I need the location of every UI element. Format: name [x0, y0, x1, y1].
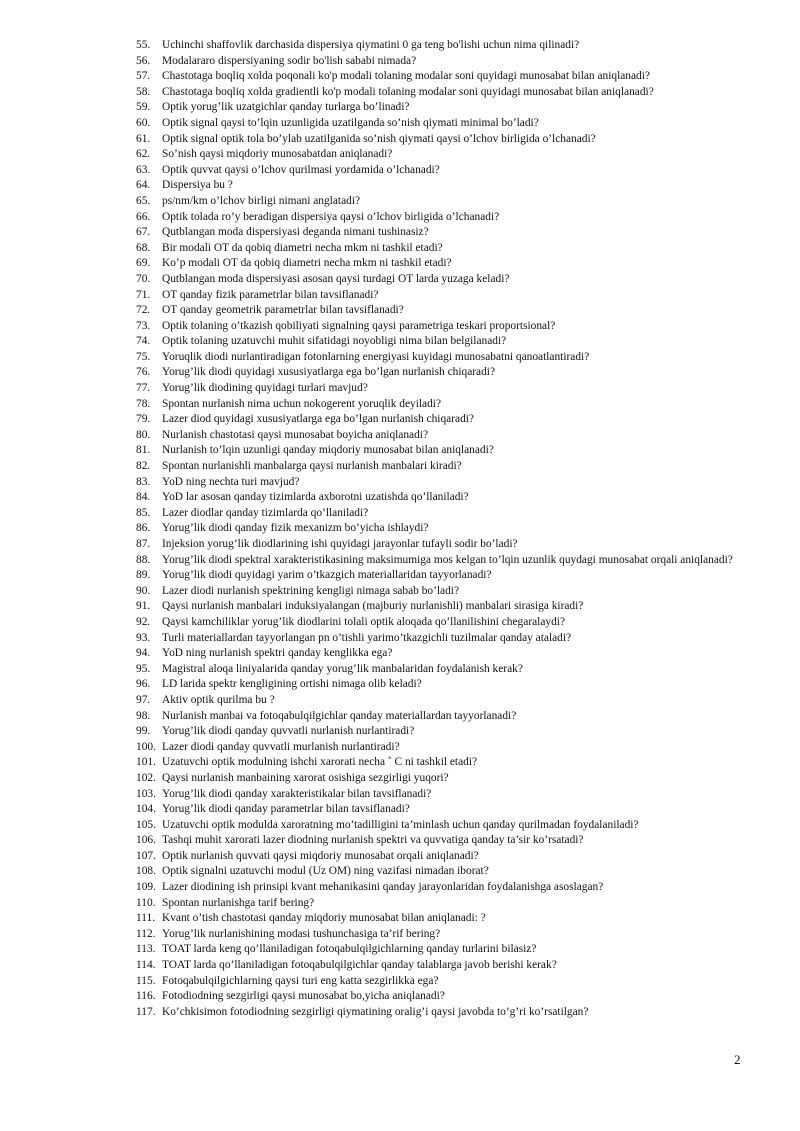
question-number: 72.: [136, 304, 151, 317]
question-text: Yorug’lik diodi qanday parametrlar bilan tavsiflanadi?: [162, 803, 410, 816]
question-number: 106.: [136, 834, 156, 847]
question-text: Nurlanish manbai va fotoqabulqilgichlar qanday materiallardan tayyorlanadi?: [162, 709, 517, 722]
question-text: Yoruqlik diodi nurlantiradigan fotonlarning energiyasi kuyidagi munosabatni qanoatlantiradi?: [162, 350, 590, 363]
question-number: 75.: [136, 350, 151, 363]
question-number: 92.: [136, 615, 151, 628]
question-text: Dispersiya bu ?: [162, 179, 233, 192]
question-number: 81.: [136, 444, 151, 457]
question-number: 101.: [136, 756, 156, 769]
question-text: TOAT larda qo’llaniladigan fotoqabulqilgichlar qanday talablarga javob berishi kerak?: [162, 959, 557, 972]
question-item: [136, 350, 740, 366]
question-text: Yorug’lik diodining quyidagi turlari mavjud?: [162, 382, 368, 395]
question-text: Uzatuvchi optik modulda xaroratning mo’tadilligini ta’minlash uchun qanday qurilmadan foydalaniladi?: [162, 818, 639, 831]
question-item: [136, 631, 740, 647]
question-item: [136, 428, 740, 444]
question-text: Kvant o’tish chastotasi qanday miqdoriy munosabat bilan aniqlanadi: ?: [162, 912, 486, 925]
question-item: [136, 802, 740, 818]
question-item: [136, 755, 740, 771]
question-item: [136, 412, 740, 428]
question-number: 76.: [136, 366, 151, 379]
question-text: Optik quvvat qaysi o’lchov qurilmasi yordamida o’lchanadi?: [162, 163, 440, 176]
question-number: 111.: [136, 912, 156, 925]
question-number: 56.: [136, 54, 151, 67]
question-text: Lazer diodi qanday quvvatli murlanish nurlantiradi?: [162, 740, 400, 753]
question-item: [136, 927, 740, 943]
question-text: Spontan nurlanishli manbalarga qaysi nurlanish manbalari kiradi?: [162, 460, 462, 473]
question-number: 91.: [136, 600, 151, 613]
question-item: [136, 163, 740, 179]
question-text: Optik tolaning uzatuvchi muhit sifatidagi noyobligi nima bilan belgilanadi?: [162, 335, 507, 348]
question-item: [136, 225, 740, 241]
question-item: [136, 319, 740, 335]
question-number: 71.: [136, 288, 151, 301]
question-item: [136, 771, 740, 787]
question-text: Tashqi muhit xarorati lazer diodning nurlanish spektri va quvvatiga qanday ta’sir ko’rsatadi?: [162, 834, 584, 847]
question-text: Fotoqabulqilgichlarning qaysi turi eng katta sezgirlikka ega?: [162, 974, 439, 987]
question-text: Yorug’lik diodi spektral xarakteristikasining maksimumiga mos kelgan to’lqin uzunlik quydagi munosabat orqali aniqlanadi?: [162, 553, 733, 566]
question-text: Optik signal qaysi to’lqin uzunligida uzatilganda so’nish qiymati minimal bo’ladi?: [162, 116, 539, 129]
question-text: Spontan nurlanishga tarif bering?: [162, 896, 315, 909]
question-item: [136, 989, 740, 1005]
question-text: YoD lar asosan qanday tizimlarda axborotni uzatishda qo’llaniladi?: [162, 491, 469, 504]
question-item: [136, 724, 740, 740]
question-number: 112.: [136, 927, 156, 940]
question-number: 107.: [136, 849, 156, 862]
question-item: [136, 303, 740, 319]
question-item: [136, 880, 740, 896]
question-text: Yorug’lik nurlanishining modasi tushunchasiga ta’rif bering?: [162, 927, 441, 940]
question-number: 70.: [136, 272, 151, 285]
question-text: Fotodiodning sezgirligi qaysi munosabat bo,yicha aniqlanadi?: [162, 990, 445, 1003]
question-text: Qutblangan moda dispersiyasi asosan qaysi turdagi OT larda yuzaga keladi?: [162, 272, 510, 285]
question-item: [136, 599, 740, 615]
question-text: OT qanday fizik parametrlar bilan tavsiflanadi?: [162, 288, 379, 301]
question-item: [136, 506, 740, 522]
question-text: Yorug’lik diodi qanday fizik mexanizm bo’yicha ishlaydi?: [162, 522, 429, 535]
question-number: 83.: [136, 475, 151, 488]
question-number: 93.: [136, 631, 151, 644]
question-item: [136, 537, 740, 553]
question-text: Yorug’lik diodi quyidagi yarim o’tkazgich materiallaridan tayyorlanadi?: [162, 569, 492, 582]
question-item: [136, 1005, 740, 1021]
question-number: 117.: [136, 1005, 156, 1018]
question-item: [136, 194, 740, 210]
question-text: Chastotaga boqliq xolda poqonali ko'p modali tolaning modalar soni quyidagi munosabat bilan aniqlanadi?: [162, 70, 650, 83]
question-text: Yorug’lik diodi qanday quvvatli nurlanish nurlantiradi?: [162, 725, 415, 738]
question-number: 69.: [136, 257, 151, 270]
question-number: 55.: [136, 39, 151, 51]
question-text: Turli materiallardan tayyorlangan pn o’tishli yarimo’tkazgichli tuzilmalar qanday ataladi?: [162, 631, 572, 644]
question-number: 95.: [136, 662, 151, 675]
question-number: 103.: [136, 787, 156, 800]
question-text: Yorug’lik diodi qanday xarakteristikalar bilan tavsiflanadi?: [162, 787, 432, 800]
question-number: 105.: [136, 818, 156, 831]
question-text: Lazer diodining ish prinsipi kvant mehanikasini qanday jarayonlaridan foydalanishga asoslagan?: [162, 881, 604, 894]
question-text: YoD ning nurlanish spektri qanday kenglikka ega?: [162, 647, 393, 660]
question-item: [136, 116, 740, 132]
question-number: 73.: [136, 319, 151, 332]
question-item: [136, 459, 740, 475]
question-number: 87.: [136, 538, 151, 550]
question-number: 113.: [136, 943, 156, 956]
question-number: 65.: [136, 194, 151, 207]
page-number: 2: [734, 1052, 741, 1067]
question-item: [136, 475, 740, 491]
question-item: [136, 397, 740, 413]
question-text: Lazer diodi nurlanish spektrining kengligi nimaga sabab bo’ladi?: [162, 584, 460, 597]
question-item: [136, 288, 740, 304]
question-item: [136, 787, 740, 803]
question-number: 94.: [136, 647, 151, 660]
question-text: Chastotaga boqliq xolda gradientli ko'p modali tolaning modalar soni quyidagi munosabat bilan aniqlanadi?: [162, 85, 654, 98]
question-text: Spontan nurlanish nima uchun nokogerent yoruqlik deyiladi?: [162, 397, 442, 410]
question-text: Optik yorug’lik uzatgichlar qanday turlarga bo’linadi?: [162, 101, 410, 114]
question-number: 58.: [136, 85, 151, 98]
question-number: 61.: [136, 132, 151, 145]
question-number: 77.: [136, 382, 151, 395]
question-text: Injeksion yorug’lik diodlarining ishi quyidagi jarayonlar tufayli sodir bo’ladi?: [162, 538, 518, 550]
question-text: Qutblangan moda dispersiyasi deganda nimani tushinasiz?: [162, 226, 429, 239]
question-item: [136, 38, 740, 54]
question-text: Qaysi nurlanish manbalari induksiyalangan (majburiy nurlanishli) manbalari sirasiga kiradi?: [162, 600, 584, 613]
question-number: 115.: [136, 974, 156, 987]
question-number: 97.: [136, 693, 151, 706]
question-text: Optik signalni uzatuvchi modul (Uz OM) ning vazifasi nimadan iborat?: [162, 865, 489, 878]
question-number: 114.: [136, 959, 156, 972]
question-number: 90.: [136, 584, 151, 597]
question-number: 79.: [136, 413, 151, 426]
question-number: 88.: [136, 553, 151, 566]
question-number: 57.: [136, 70, 151, 83]
question-number: 82.: [136, 460, 151, 473]
question-item: [136, 958, 740, 974]
question-item: [136, 210, 740, 226]
question-item: [136, 147, 740, 163]
question-text: YoD ning nechta turi mavjud?: [162, 475, 300, 488]
question-list: [136, 38, 740, 1020]
question-item: [136, 381, 740, 397]
question-text: Lazer diodlar qanday tizimlarda qo’llaniladi?: [162, 506, 369, 519]
question-text: Qaysi kamchiliklar yorug’lik diodlarini tolali optik aloqada qo’llanilishini chegaralaydi?: [162, 615, 565, 628]
question-item: [136, 85, 740, 101]
question-number: 108.: [136, 865, 156, 878]
question-item: [136, 818, 740, 834]
question-text: Modalararo dispersiyaning sodir bo'lish sababi nimada?: [162, 54, 417, 67]
question-number: 78.: [136, 397, 151, 410]
question-item: [136, 365, 740, 381]
question-item: [136, 677, 740, 693]
question-item: [136, 553, 740, 569]
question-number: 86.: [136, 522, 151, 535]
question-text: ps/nm/km o’lchov birligi nimani anglatadi?: [162, 194, 361, 207]
question-text: Optik tolada ro’y beradigan dispersiya qaysi o’lchov birligida o’lchanadi?: [162, 210, 500, 223]
question-text: TOAT larda keng qo’llaniladigan fotoqabulqilgichlarning qanday turlarini bilasiz?: [162, 943, 537, 956]
question-number: 80.: [136, 428, 151, 441]
question-item: [136, 69, 740, 85]
question-item: [136, 521, 740, 537]
question-number: 89.: [136, 569, 151, 582]
question-number: 84.: [136, 491, 151, 504]
question-text: OT qanday geometrik parametrlar bilan tavsiflanadi?: [162, 304, 404, 317]
question-text: Ko’chkisimon fotodiodning sezgirligi qiymatining oralig’i qaysi javobda to’g’ri ko’rsatilgan?: [162, 1005, 589, 1018]
question-text: Magistral aloqa liniyalarida qanday yorug’lik manbalaridan foydalanish kerak?: [162, 662, 523, 675]
question-number: 74.: [136, 335, 151, 348]
question-item: [136, 833, 740, 849]
question-number: 59.: [136, 101, 151, 114]
question-item: [136, 693, 740, 709]
question-text: Optik signal optik tola bo’ylab uzatilganida so’nish qiymati qaysi o’lchov birligida o’lchanadi?: [162, 132, 596, 145]
question-item: [136, 334, 740, 350]
question-item: [136, 100, 740, 116]
question-item: [136, 615, 740, 631]
question-item: [136, 490, 740, 506]
question-number: 60.: [136, 116, 151, 129]
question-item: [136, 740, 740, 756]
question-text: Lazer diod quyidagi xususiyatlarga ega bo’lgan nurlanish chiqaradi?: [162, 413, 474, 426]
question-number: 62.: [136, 148, 151, 161]
question-item: [136, 864, 740, 880]
question-item: [136, 709, 740, 725]
question-item: [136, 443, 740, 459]
question-number: 98.: [136, 709, 151, 722]
question-text: Bir modali OT da qobiq diametri necha mkm ni tashkil etadi?: [162, 241, 443, 254]
question-text: Optik tolaning o’tkazish qobiliyati signalning qaysi parametriga teskari proportsional?: [162, 319, 556, 332]
question-item: [136, 942, 740, 958]
question-item: [136, 568, 740, 584]
question-number: 110.: [136, 896, 156, 909]
question-text: Yorug’lik diodi quyidagi xususiyatlarga ega bo’lgan nurlanish chiqaradi?: [162, 366, 496, 379]
question-item: [136, 911, 740, 927]
question-item: [136, 646, 740, 662]
question-item: [136, 241, 740, 257]
question-text: Nurlanish chastotasi qaysi munosabat boyicha aniqlanadi?: [162, 428, 429, 441]
question-number: 67.: [136, 226, 151, 239]
question-item: [136, 132, 740, 148]
question-number: 66.: [136, 210, 151, 223]
question-item: [136, 584, 740, 600]
question-number: 102.: [136, 771, 156, 784]
question-text: Nurlanish to’lqin uzunligi qanday miqdoriy munosabat bilan aniqlanadi?: [162, 444, 494, 457]
question-item: [136, 974, 740, 990]
question-number: 63.: [136, 163, 151, 176]
question-number: 64.: [136, 179, 151, 192]
question-number: 116.: [136, 990, 156, 1003]
question-item: [136, 662, 740, 678]
question-item: [136, 849, 740, 865]
question-number: 85.: [136, 506, 151, 519]
question-text: Ko’p modali OT da qobiq diametri necha mkm ni tashkil etadi?: [162, 257, 452, 270]
question-number: 96.: [136, 678, 151, 691]
question-text: Qaysi nurlanish manbaining xarorat osishiga sezgirligi yuqori?: [162, 771, 449, 784]
question-text: Uzatuvchi optik modulning ishchi xarorati necha ˚ C ni tashkil etadi?: [162, 756, 478, 769]
question-text: Aktiv optik qurilma bu ?: [162, 693, 275, 706]
question-item: [136, 178, 740, 194]
question-text: Uchinchi shaffovlik darchasida dispersiya qiymatini 0 ga teng bo'lishi uchun nima qilinadi?: [162, 39, 580, 51]
question-item: [136, 272, 740, 288]
question-text: Optik nurlanish quvvati qaysi miqdoriy munosabat orqali aniqlanadi?: [162, 849, 479, 862]
question-number: 109.: [136, 881, 156, 894]
question-number: 104.: [136, 803, 156, 816]
question-item: [136, 256, 740, 272]
question-item: [136, 896, 740, 912]
question-number: 68.: [136, 241, 151, 254]
question-item: [136, 54, 740, 70]
question-text: LD larida spektr kengligining ortishi nimaga olib keladi?: [162, 678, 422, 691]
question-number: 99.: [136, 725, 151, 738]
question-number: 100.: [136, 740, 156, 753]
question-text: So’nish qaysi miqdoriy munosabatdan aniqlanadi?: [162, 148, 393, 161]
